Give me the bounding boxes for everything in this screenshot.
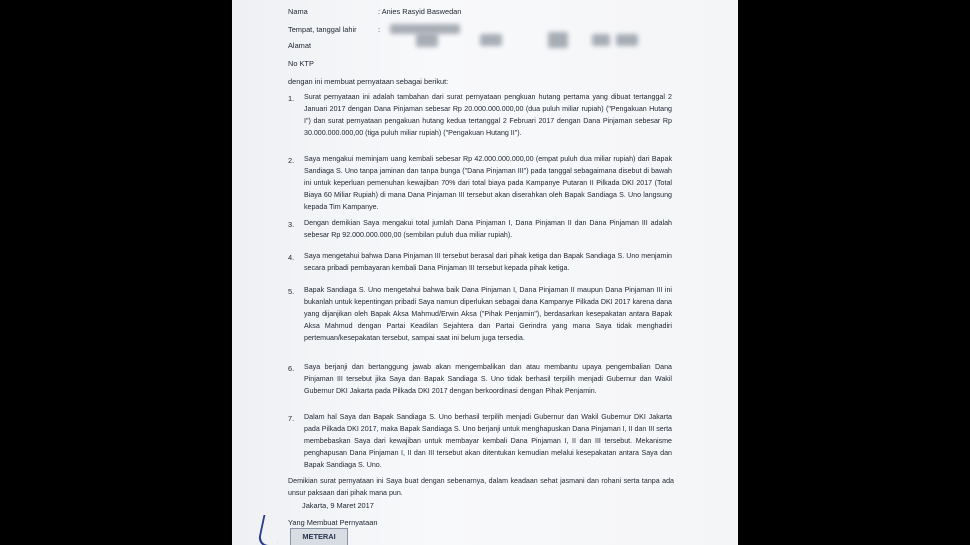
signature-mark xyxy=(257,515,284,545)
document-page xyxy=(232,0,738,545)
item-number: 4. xyxy=(288,253,295,262)
ktp-label: No KTP xyxy=(288,59,314,68)
item-number: 7. xyxy=(288,414,295,423)
item-text: Dalam hal Saya dan Bapak Sandiaga S. Uno berhasil terpilih menjadi Gubernur dan Wakil Gubernur DKI Jakarta pada Pilkada DKI 2017, maka Bapak Sandiaga S. Uno berjanji untuk menghapuskan Dana Pinjaman I, II dan III serta membebaskan Saya dari kewajiban untuk membayar kembali Dana Pinjaman I, II dan III tersebut. Mekanisme penghapusan Dana Pinjaman I, II dan III tersebut akan ditentukan kemudian melalui kesepakatan antara Saya dan Bapak Sandiaga S. Uno. xyxy=(304,413,672,469)
item-text: Saya mengetahui bahwa Dana Pinjaman III tersebut berasal dari pihak ketiga dan Bapak Sandiaga S. Uno menjamin secara pribadi pembayaran kembali Dana Pinjaman III tersebut kepada pihak ketiga. xyxy=(304,252,672,272)
item-text: Surat pernyataan ini adalah tambahan dari surat pernyataan pengkuan hutang pertama yang dibuat tertanggal 2 Januari 2017 dengan Dana Pinjaman sebesar Rp 20.000.000.000,00 (dua puluh miliar rupiah) ("Pengakuan Hutang I") dan surat pernyataan pengakuan hutang kedua tertanggal 2 Februari 2017 dengan Dana Pinjaman sebesar Rp 30.000.000.000,00 (tiga puluh miliar rupiah) ("Pengakuan Hutang II"). xyxy=(304,93,672,137)
signer-label: Yang Membuat Pernyataan xyxy=(288,518,378,527)
meterai-stamp: METERAI xyxy=(290,528,348,545)
item-number: 5. xyxy=(288,287,295,296)
item-text: Saya mengakui meminjam uang kembali sebesar Rp 42.000.000.000,00 (empat puluh dua miliar rupiah) dari Bapak Sandiaga S. Uno tanpa jaminan dan tanpa bunga ("Dana Pinjaman III") pada tanggal sebagaimana disebut di bawah ini untuk keperluan pemenuhan kewajiban 70% dari total biaya pada Kampanye Putaran II Pilkada DKI 2017 (Total Biaya 60 Miliar Rupiah) di mana Dana Pinjaman III tersebut akan diserahkan oleh Bapak Sandiaga S. Uno langsung kepada Tim Kampanye. xyxy=(304,155,672,211)
redaction-3 xyxy=(548,32,568,48)
item-text: Dengan demikian Saya mengakui total jumlah Dana Pinjaman I, Dana Pinjaman II dan Dana Pinjaman III adalah sebesar Rp 92.000.000.000,00 (sembilan puluh dua miliar rupiah). xyxy=(304,219,672,239)
item-text: Saya berjanji dan bertanggung jawab akan mengembalikan dan atau membantu upaya pengembalian Dana Pinjaman III tersebut jika Saya dan Bapak Sandiaga S. Uno tidak berhasil terpilih menjadi Gubernur dan Wakil Gubernur DKI Jakarta pada Pilkada DKI 2017 dengan berkoordinasi dengan Pihak Penjamin. xyxy=(304,363,672,395)
alamat-label: Alamat xyxy=(288,41,312,50)
item-number: 2. xyxy=(288,156,295,165)
item-text: Bapak Sandiaga S. Uno mengetahui bahwa baik Dana Pinjaman I, Dana Pinjaman II maupun Dana Pinjaman III ini bukanlah untuk kepentingan pribadi Saya namun diperlukan sebagai dana Kampanye Pilkada DKI 2017 karena dana yang dijanjikan oleh Bapak Aksa Mahmud/Erwin Aksa ("Pihak Penjamin"), berdasarkan kesepakatan antara Bapak Aksa Mahmud dengan Partai Keadilan Sejahtera dan Partai Gerindra yang mana Saya tidak menghadiri pertemuan/kesepakatan tersebut, sampai saat ini belum juga tersedia. xyxy=(304,286,672,342)
redaction-5 xyxy=(616,34,638,46)
redaction-1 xyxy=(416,33,438,47)
redaction-4 xyxy=(592,34,610,46)
closing-text: Demikian surat pernyataan ini Saya buat dengan sebenarnya, dalam keadaan sehat jasmani dan rohani serta tanpa ada unsur paksaan dari pihak mana pun. xyxy=(288,477,674,497)
redaction-2 xyxy=(480,34,502,46)
item-number: 6. xyxy=(288,364,295,373)
place-date: Jakarta, 9 Maret 2017 xyxy=(302,501,374,510)
ttl-colon: : xyxy=(378,25,381,34)
intro-text: dengan ini membuat pernyataan sebagai berikut: xyxy=(288,77,449,86)
ttl-label: Tempat, tanggal lahir xyxy=(288,25,357,34)
item-number: 3. xyxy=(288,220,295,229)
item-number: 1. xyxy=(288,94,295,103)
nama-label: Nama xyxy=(288,7,308,16)
nama-value: : Anies Rasyid Baswedan xyxy=(378,7,462,16)
